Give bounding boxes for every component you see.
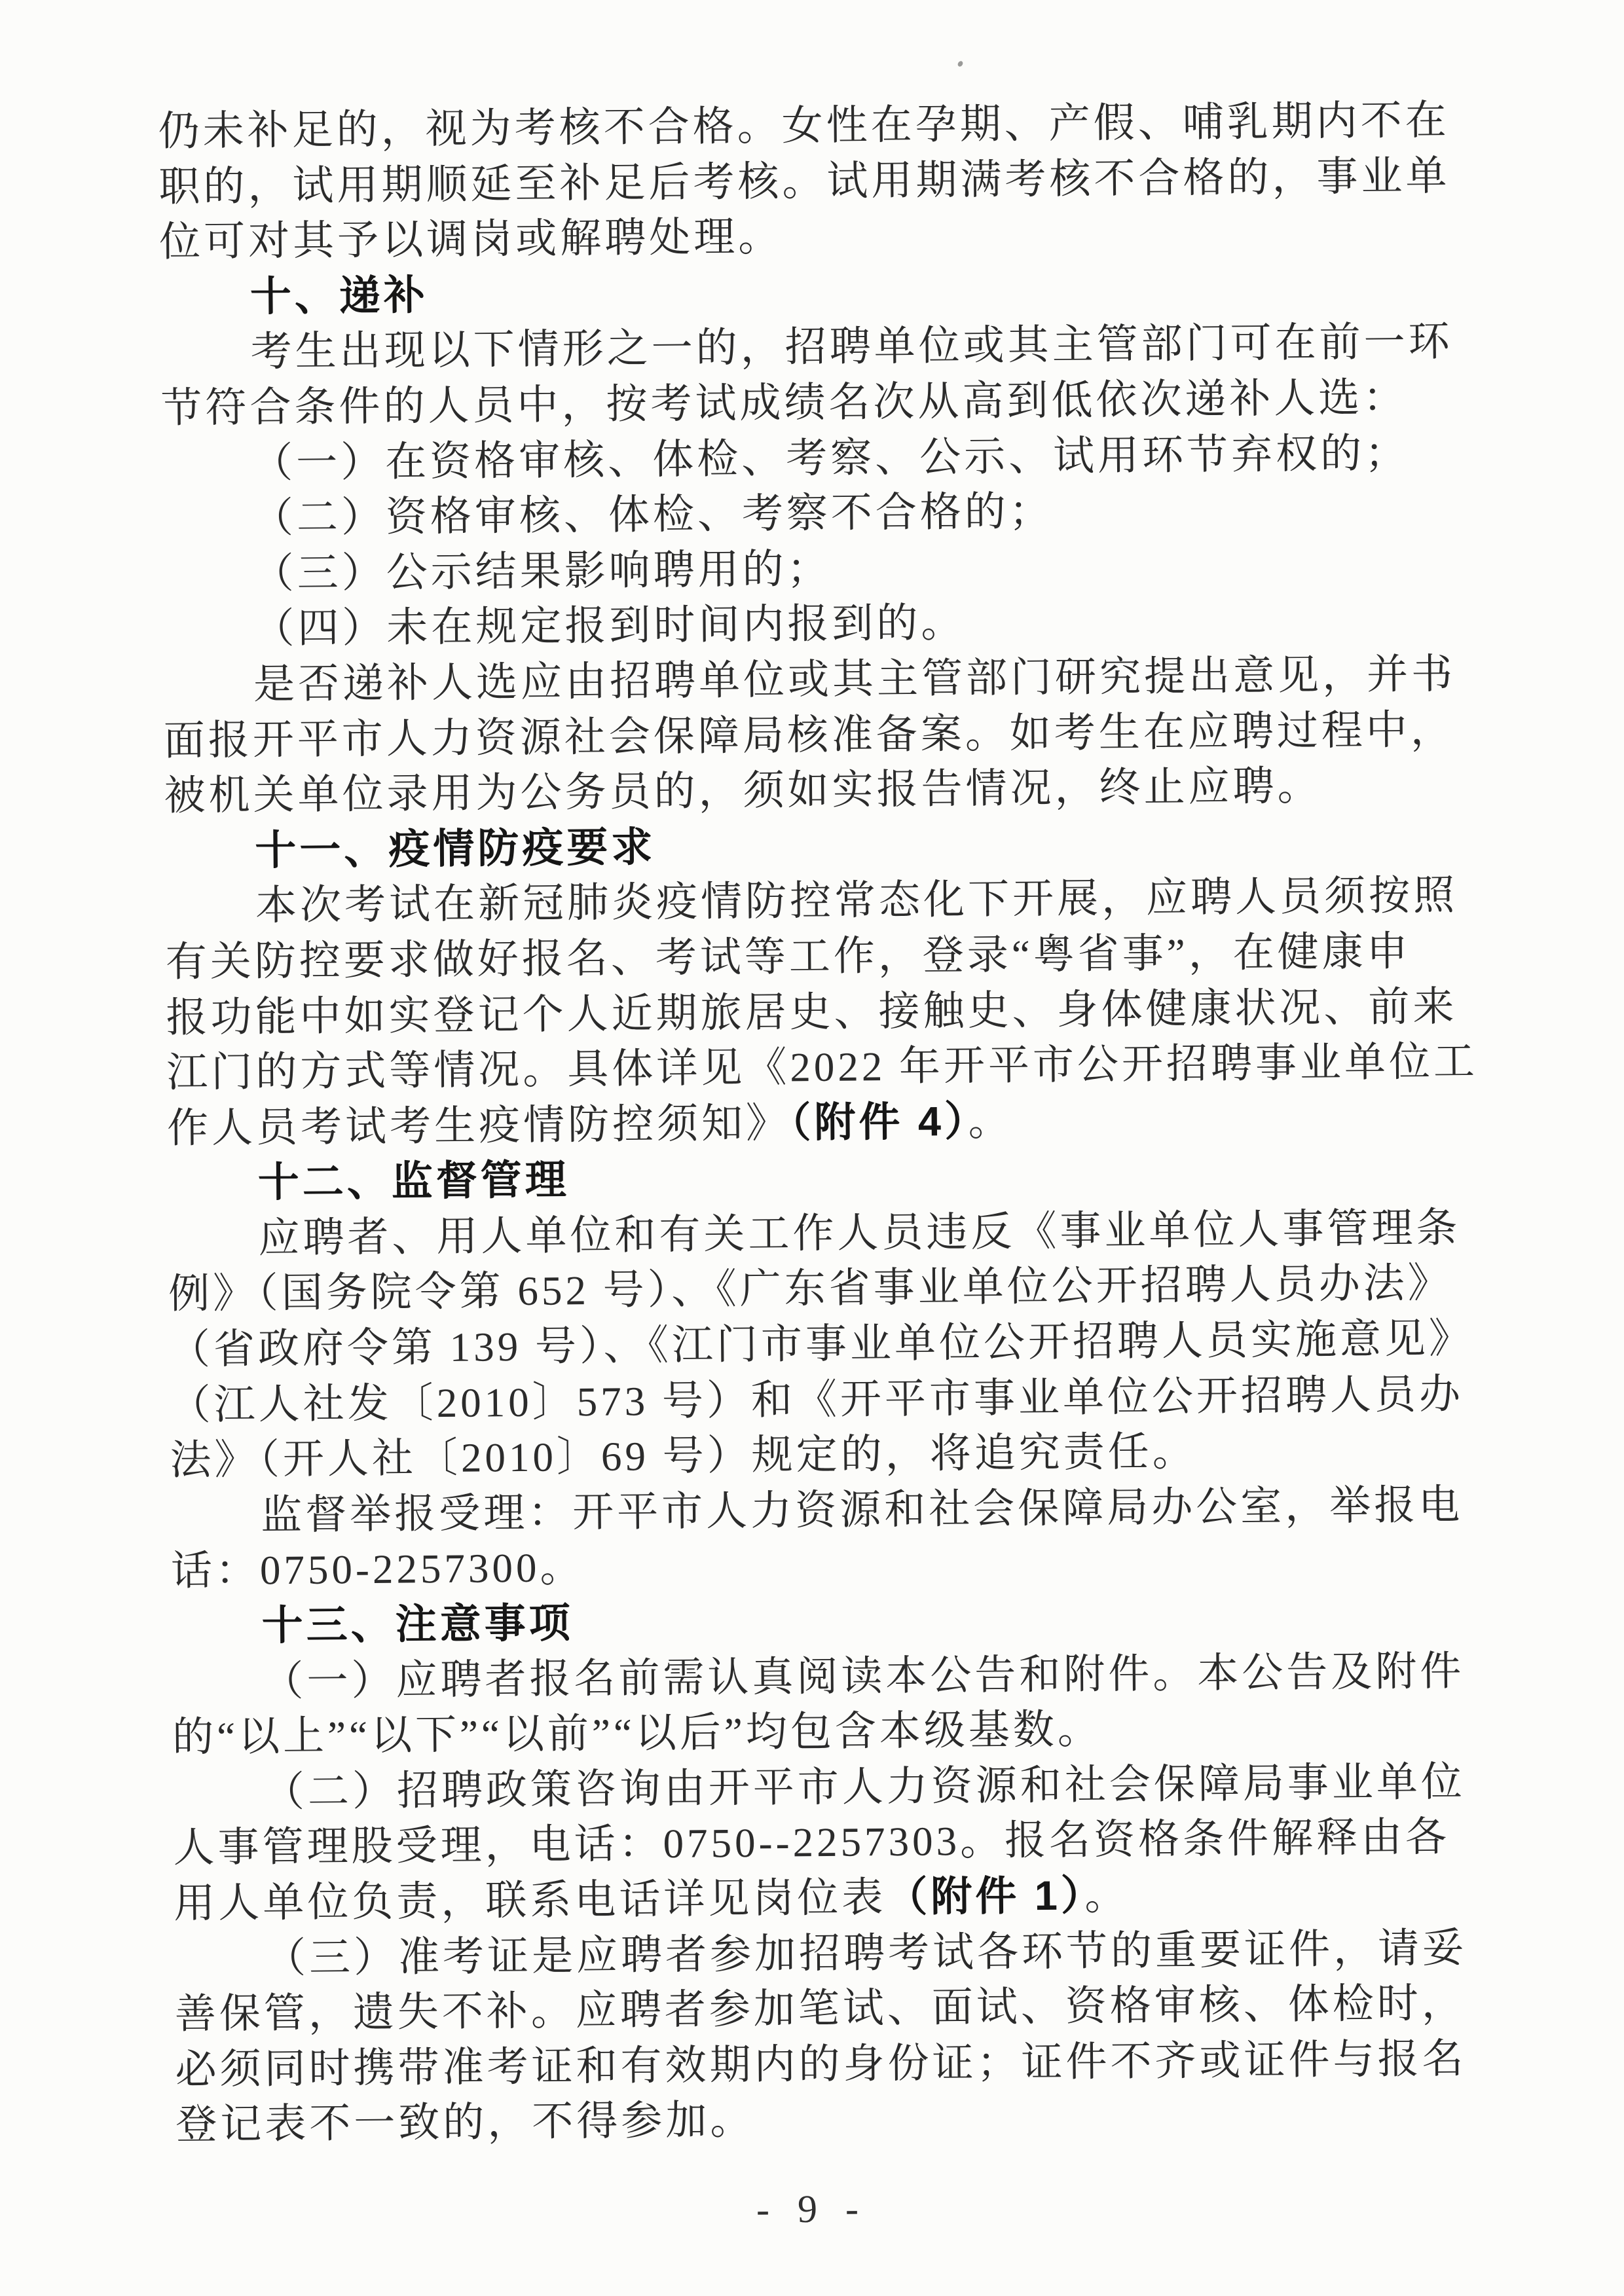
text-segment: 作人员考试考生疫情防控须知》	[166, 1100, 791, 1152]
text-segment: 节符合条件的人员中，按考试成绩名次从高到低依次递补人选：	[160, 374, 1408, 431]
text-line	[169, 1366, 1473, 1433]
text-segment: 法》（开人社〔2010〕69 号）规定的，将追究责任。	[170, 1429, 1197, 1484]
text-line	[170, 1477, 1474, 1544]
text-segment: （三）公示结果影响聘用的；	[252, 545, 832, 597]
emphasis-text: （附件 4）	[790, 1098, 969, 1146]
text-segment: 例》（国务院令第 652 号）、《广东省事业单位公开招聘人员办法》	[168, 1260, 1452, 1318]
text-segment: 监督举报受理：开平市人力资源和社会保障局办公室，举报电	[260, 1482, 1464, 1539]
text-segment: 应聘者、用人单位和有关工作人员违反《事业单位人事管理条	[258, 1205, 1461, 1262]
text-segment: 面报开平市人力资源社会保障局核准备案。如考生在应聘过程中，	[163, 706, 1456, 764]
text-segment: （一）应聘者报名前需认真阅读本公告和附件。本公告及附件	[262, 1648, 1465, 1705]
emphasis-text: 十三、注意事项	[261, 1600, 574, 1649]
text-line	[175, 2031, 1479, 2098]
text-segment: 登记表不一致的，不得参加。	[175, 2097, 755, 2148]
text-segment: 江门的方式等情况。具体详见《2022 年开平市公开招聘事业单位工	[166, 1038, 1479, 1096]
text-segment: 被机关单位录用为公务员的，须如实报告情况，终止应聘。	[164, 763, 1322, 819]
text-segment: 的“以上”“以下”“以前”“以后”均包含本级基数。	[172, 1706, 1103, 1760]
text-segment: （省政府令第 139 号）、《江门市事业单位公开招聘人员实施意见》	[168, 1315, 1474, 1373]
text-line	[164, 757, 1467, 824]
text-segment: （一）在资格审核、体检、考察、公示、试用环节弃权的；	[251, 429, 1410, 486]
text-segment: 是否递补人选应由招聘单位或其主管部门研究提出意见，并书	[253, 651, 1456, 708]
document-body	[158, 92, 1479, 2153]
text-segment: 报功能中如实登记个人近期旅居史、接触史、身体健康状况、前来	[166, 983, 1458, 1041]
text-segment: （二）招聘政策咨询由开平市人力资源和社会保障局事业单位	[263, 1758, 1466, 1815]
scan-artifact	[957, 60, 964, 67]
emphasis-text: 十二、监督管理	[257, 1157, 570, 1206]
text-segment: 必须同时携带准考证和有效期内的身份证；证件不齐或证件与报名	[175, 2035, 1467, 2093]
text-line	[165, 923, 1469, 990]
emphasis-text: （附件 1）	[886, 1872, 1085, 1921]
text-segment: 。	[968, 1098, 1013, 1144]
text-segment: （三）准考证是应聘者参加招聘考试各环节的重要证件，请妥	[264, 1925, 1467, 1982]
text-segment: 。	[1084, 1872, 1130, 1919]
text-segment: 有关防控要求做好报名、考试等工作，登录“粤省事”，在健康申	[165, 928, 1411, 985]
text-segment: （四）未在规定报到时间内报到的。	[253, 600, 966, 652]
text-segment: 仍未补足的，视为考核不合格。女性在孕期、产假、哺乳期内不在	[158, 97, 1450, 155]
text-line	[158, 148, 1462, 215]
text-segment: 位可对其予以调岗或解聘处理。	[158, 213, 783, 265]
text-segment: 考生出现以下情形之一的，招聘单位或其主管部门可在前一环	[250, 318, 1453, 375]
text-line	[166, 1034, 1479, 1101]
text-segment: （江人社发〔2010〕573 号）和《开平市事业单位公开招聘人员办	[169, 1371, 1464, 1429]
text-segment: （二）资格审核、体检、考察不合格的；	[251, 488, 1054, 541]
emphasis-text: 十、递补	[249, 272, 429, 320]
text-segment: 用人单位负责，联系电话详见岗位表	[174, 1874, 887, 1927]
page-number: - 9 -	[756, 2187, 868, 2231]
text-segment: 人事管理股受理，电话：0750--2257303。报名资格条件解释由各	[173, 1814, 1450, 1872]
text-segment: 本次考试在新冠肺炎疫情防控常态化下开展，应聘人员须按照	[255, 872, 1458, 929]
text-line	[172, 1643, 1475, 1710]
text-segment: 话：0750-2257300。	[170, 1544, 585, 1595]
text-segment: 善保管，遗失不补。应聘者参加笔试、面试、资格审核、体检时，	[174, 1980, 1467, 2037]
text-line	[173, 1810, 1477, 1876]
text-segment: 职的，试用期顺延至补足后考核。试用期满考核不合格的，事业单	[158, 153, 1450, 210]
text-line	[161, 425, 1465, 492]
emphasis-text: 十一、疫情防疫要求	[255, 824, 656, 874]
text-line	[175, 2086, 1479, 2153]
